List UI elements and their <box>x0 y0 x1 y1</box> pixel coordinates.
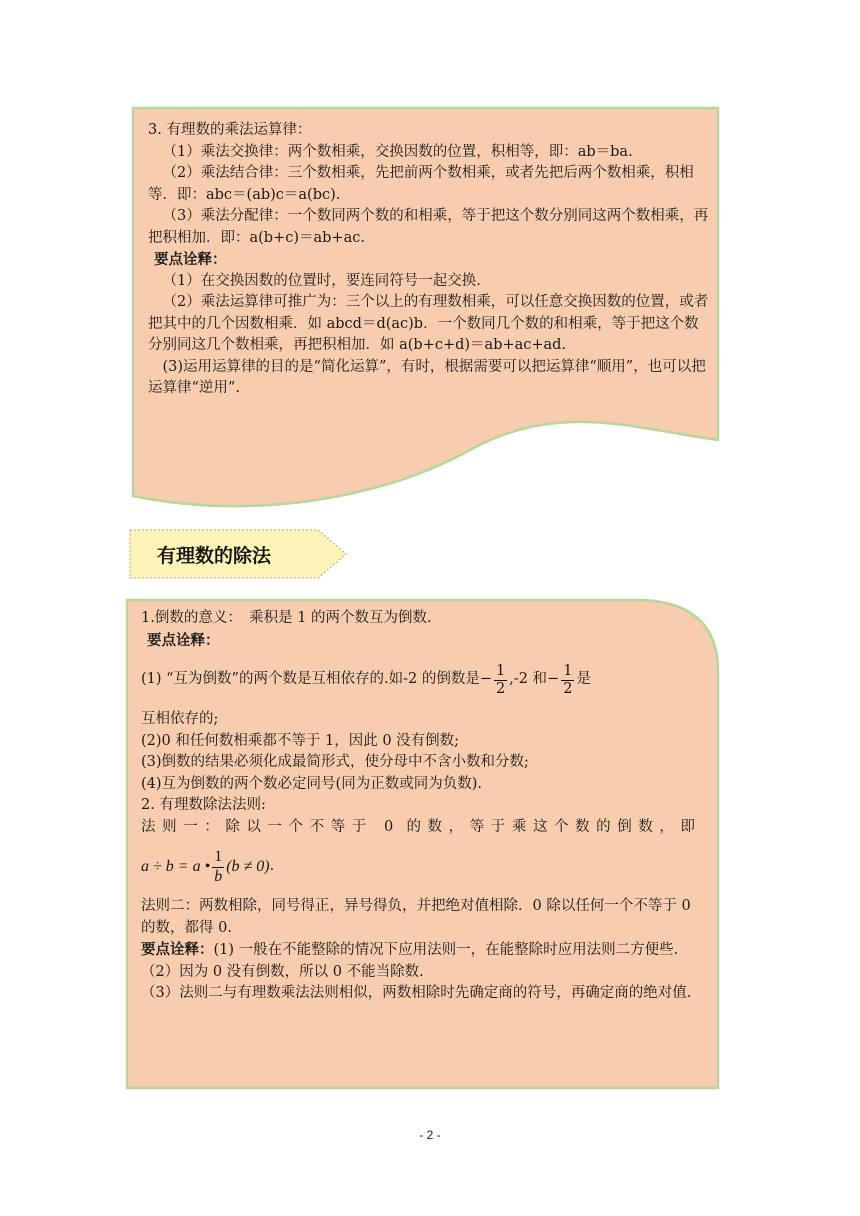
note-item: （2）因为 0 没有倒数，所以 0 不能当除数. <box>141 963 424 980</box>
distributive-law: （3）乘法分配律：一个数同两个数的和相乘，等于把这个数分别同这两个数相乘，再把积相加．即：a(b+c)＝ab+ac. <box>148 208 709 246</box>
reciprocal-definition: 1.倒数的意义： 乘积是 1 的两个数互为倒数. <box>141 610 432 626</box>
multiplication-laws-section <box>148 120 712 400</box>
rule-one: 法则一：除以一个不等于 0 的数，等于乘这个数的倒数，即 <box>141 818 697 835</box>
example-mid: ,-2 和 <box>509 671 548 688</box>
minus-sign: − <box>479 671 492 688</box>
fraction-numerator: 1 <box>212 848 224 867</box>
fraction-one-half <box>494 663 507 697</box>
section-tag-division: 有理数的除法 <box>156 544 271 567</box>
note-item: （3）法则二与有理数乘法法则相似，两数相除时先确定商的符号，再确定商的绝对值. <box>141 985 692 1001</box>
example-prefix: (1) “互为倒数”的两个数是互相依存的.如-2 的倒数是 <box>141 671 480 688</box>
note-item: (3)倒数的结果必须化成最简形式，使分母中不含小数和分数; <box>141 754 529 770</box>
fraction-one-over-b <box>212 848 224 886</box>
note-title: 要点诠释： <box>141 941 214 958</box>
note-title: 要点诠释： <box>147 631 220 649</box>
note-item: (3)运用运算律的目的是“简化运算”，有时，根据需要可以把运算律“顺用”，也可以把运算律“逆用”. <box>148 358 706 396</box>
fraction-denominator: 2 <box>563 680 573 697</box>
fraction-numerator: 1 <box>563 662 573 679</box>
note-item: (1) 一般在不能整除的情况下应用法则一，在能整除时应用法则二方便些. <box>213 942 679 958</box>
minus-sign: − <box>547 671 560 688</box>
example-suffix: 是 <box>576 671 591 688</box>
division-section <box>141 608 697 1005</box>
fraction-numerator: 1 <box>495 662 506 679</box>
reciprocal-example-line <box>141 651 697 709</box>
formula-condition: (b ≠ 0) <box>226 858 270 876</box>
fraction-one-half <box>561 663 574 697</box>
rule-two: 法则二：两数相除，同号得正，异号得负，并把绝对值相除．0 除以任何一个不等于 0 的数，都得 0. <box>141 898 691 936</box>
formula-left: a ÷ b = a • <box>141 858 211 876</box>
note2 <box>141 939 697 962</box>
fraction-denominator: b <box>214 867 223 885</box>
associative-law: （2）乘法结合律：三个数相乘，先把前两个数相乘，或者先把后两个数相乘，积相等．即：abc＝(ab)c＝a(bc). <box>148 165 694 203</box>
note-title: 要点诠释： <box>154 251 227 268</box>
commutative-law: （1）乘法交换律：两个数相乘，交换因数的位置，积相等，即：ab＝ba. <box>162 143 633 160</box>
example-continuation: 互相依存的; <box>141 711 219 727</box>
formula-end: . <box>269 858 275 875</box>
page-number: - 2 - <box>419 1128 441 1142</box>
rule-heading: 2. 有理数除法法则: <box>141 797 266 813</box>
section-heading: 3. 有理数的乘法运算律： <box>148 122 312 138</box>
note-item: (4)互为倒数的两个数必定同号(同为正数或同为负数). <box>141 775 482 792</box>
note-item: （2）乘法运算律可推广为：三个以上的有理数相乘，可以任意交换因数的位置，或者把其中的几个因数相乘．如 abcd＝d(ac)b．一个数同几个数的和相乘，等于把这个数分别同这几个数相乘，再把积相加．如 a(b+c+d)＝ab+ac+ad. <box>148 294 709 353</box>
fraction-denominator: 2 <box>495 680 506 697</box>
note-item: (2)0 和任何数相乘都不等于 1，因此 0 没有倒数; <box>141 732 460 749</box>
division-formula <box>141 838 697 896</box>
note-item: （1）在交换因数的位置时，要连同符号一起交换. <box>162 272 481 289</box>
